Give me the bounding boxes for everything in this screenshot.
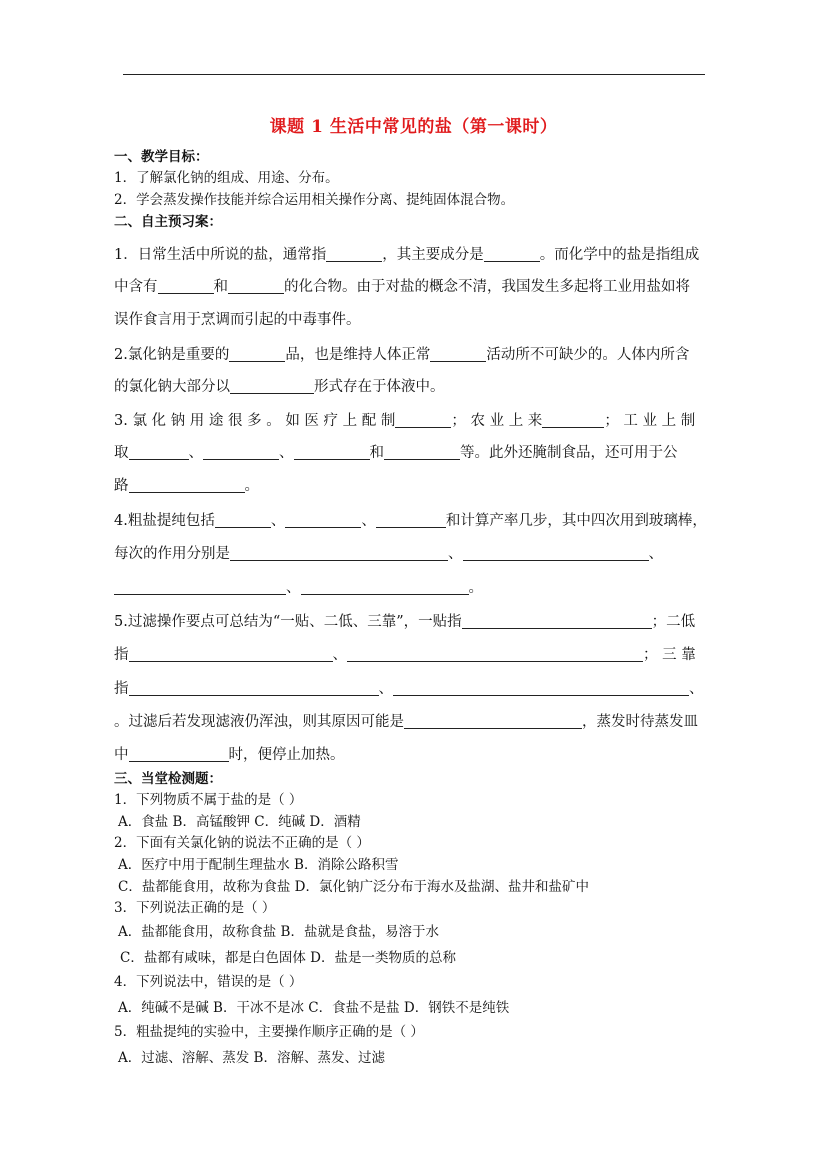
blank[interactable] bbox=[215, 513, 271, 529]
blank[interactable] bbox=[376, 513, 446, 529]
q1-line2: 中含有 和 的化合物。由于对盐的概念不清，我国发生多起将工业用盐如将 bbox=[114, 279, 690, 295]
header-rule bbox=[123, 74, 705, 75]
page-title: 课题 1 生活中常见的盐（第一课时） bbox=[269, 117, 558, 137]
q4-line2: 每次的作用分别是 、 、 bbox=[114, 546, 663, 562]
section-2-heading: 二、自主预习案： bbox=[114, 214, 222, 230]
blank[interactable] bbox=[462, 614, 652, 630]
q4-line1: 4.粗盐提纯包括 、 、 和计算产率几步，其中四次用到玻璃棒， bbox=[114, 513, 707, 529]
blank[interactable] bbox=[404, 714, 582, 730]
blank[interactable] bbox=[230, 546, 448, 562]
blank[interactable] bbox=[301, 580, 469, 596]
mcq-2-stem: 2．下面有关氯化钠的说法不正确的是（ ） bbox=[114, 835, 370, 851]
mcq-3-options-b: C．盐都有咸味，都是白色固体 D．盐是一类物质的总称 bbox=[120, 950, 456, 966]
q5-line3: 指 、 、 bbox=[114, 681, 704, 697]
q2-line2: 的氯化钠大部分以 形式存在于体液中。 bbox=[114, 379, 445, 395]
mcq-2-options-b: C．盐都能食用，故称为食盐 D．氯化钠广泛分布于海水及盐湖、盐井和盐矿中 bbox=[118, 879, 589, 895]
mcq-3-options-a: A．盐都能食用，故称食盐 B．盐就是食盐，易溶于水 bbox=[118, 924, 439, 940]
blank[interactable] bbox=[129, 647, 333, 663]
blank[interactable] bbox=[228, 279, 284, 295]
q5-line1: 5.过滤操作要点可总结为“一贴、二低、三靠”，一贴指 ；二低 bbox=[114, 614, 696, 630]
mcq-1-options: A．食盐 B．高锰酸钾 C．纯碱 D．酒精 bbox=[118, 814, 361, 830]
q5-line2: 指 、 ； 三 靠 bbox=[114, 647, 696, 663]
blank[interactable] bbox=[326, 247, 382, 263]
q1-line3: 误作食言用于烹调而引起的中毒事件。 bbox=[114, 312, 361, 328]
mcq-5-options: A．过滤、溶解、蒸发 B．溶解、蒸发、过滤 bbox=[118, 1050, 385, 1066]
q3-line3: 路 。 bbox=[114, 478, 259, 494]
blank[interactable] bbox=[395, 413, 451, 429]
blank[interactable] bbox=[230, 379, 314, 395]
blank[interactable] bbox=[114, 580, 286, 596]
blank[interactable] bbox=[484, 247, 540, 263]
section-3-heading: 三、当堂检测题： bbox=[114, 771, 222, 787]
mcq-1-stem: 1．下列物质不属于盐的是（ ） bbox=[114, 792, 303, 808]
blank[interactable] bbox=[384, 445, 460, 461]
blank[interactable] bbox=[294, 445, 370, 461]
q2-line1: 2.氯化钠是重要的 品，也是维持人体正常 活动所不可缺少的。人体内所含 bbox=[114, 347, 690, 363]
q1-line1: 1．日常生活中所说的盐，通常指 ，其主要成分是 。而化学中的盐是指组成 bbox=[114, 247, 700, 263]
mcq-2-options-a: A．医疗中用于配制生理盐水 B．消除公路积雪 bbox=[118, 857, 399, 873]
blank[interactable] bbox=[347, 647, 643, 663]
blank[interactable] bbox=[129, 478, 245, 494]
blank[interactable] bbox=[129, 445, 189, 461]
blank[interactable] bbox=[229, 347, 285, 363]
q3-line2: 取 、 、 和 等。此外还腌制食品，还可用于公 bbox=[114, 445, 678, 461]
q5-line4: 。过滤后若发现滤液仍浑浊，则其原因可能是 ，蒸发时待蒸发皿 bbox=[114, 714, 698, 730]
section-1-heading: 一、教学目标： bbox=[114, 149, 209, 165]
blank[interactable] bbox=[542, 413, 604, 429]
blank[interactable] bbox=[430, 347, 486, 363]
objective-1: 1．了解氯化钠的组成、用途、分布。 bbox=[114, 170, 339, 186]
q5-line5: 中 时，便停止加热。 bbox=[114, 747, 345, 763]
q3-line1: 3. 氯 化 钠 用 途 很 多 。 如 医 疗 上 配 制 ； 农 业 上 来 ； 工 业 上 制 bbox=[114, 413, 696, 429]
blank[interactable] bbox=[203, 445, 279, 461]
blank[interactable] bbox=[129, 747, 229, 763]
blank[interactable] bbox=[393, 681, 689, 697]
mcq-4-options: A．纯碱不是碱 B．干冰不是冰 C．食盐不是盐 D．钢铁不是纯铁 bbox=[118, 1000, 510, 1016]
q4-line3: 、 。 bbox=[114, 576, 483, 597]
blank[interactable] bbox=[463, 546, 649, 562]
blank[interactable] bbox=[158, 279, 214, 295]
mcq-4-stem: 4．下列说法中，错误的是（ ） bbox=[114, 974, 303, 990]
mcq-3-stem: 3．下列说法正确的是（ ） bbox=[114, 900, 276, 916]
mcq-5-stem: 5．粗盐提纯的实验中，主要操作顺序正确的是（ ） bbox=[114, 1024, 424, 1040]
objective-2: 2．学会蒸发操作技能并综合运用相关操作分离、提纯固体混合物。 bbox=[114, 192, 515, 208]
blank[interactable] bbox=[285, 513, 361, 529]
blank[interactable] bbox=[129, 681, 379, 697]
